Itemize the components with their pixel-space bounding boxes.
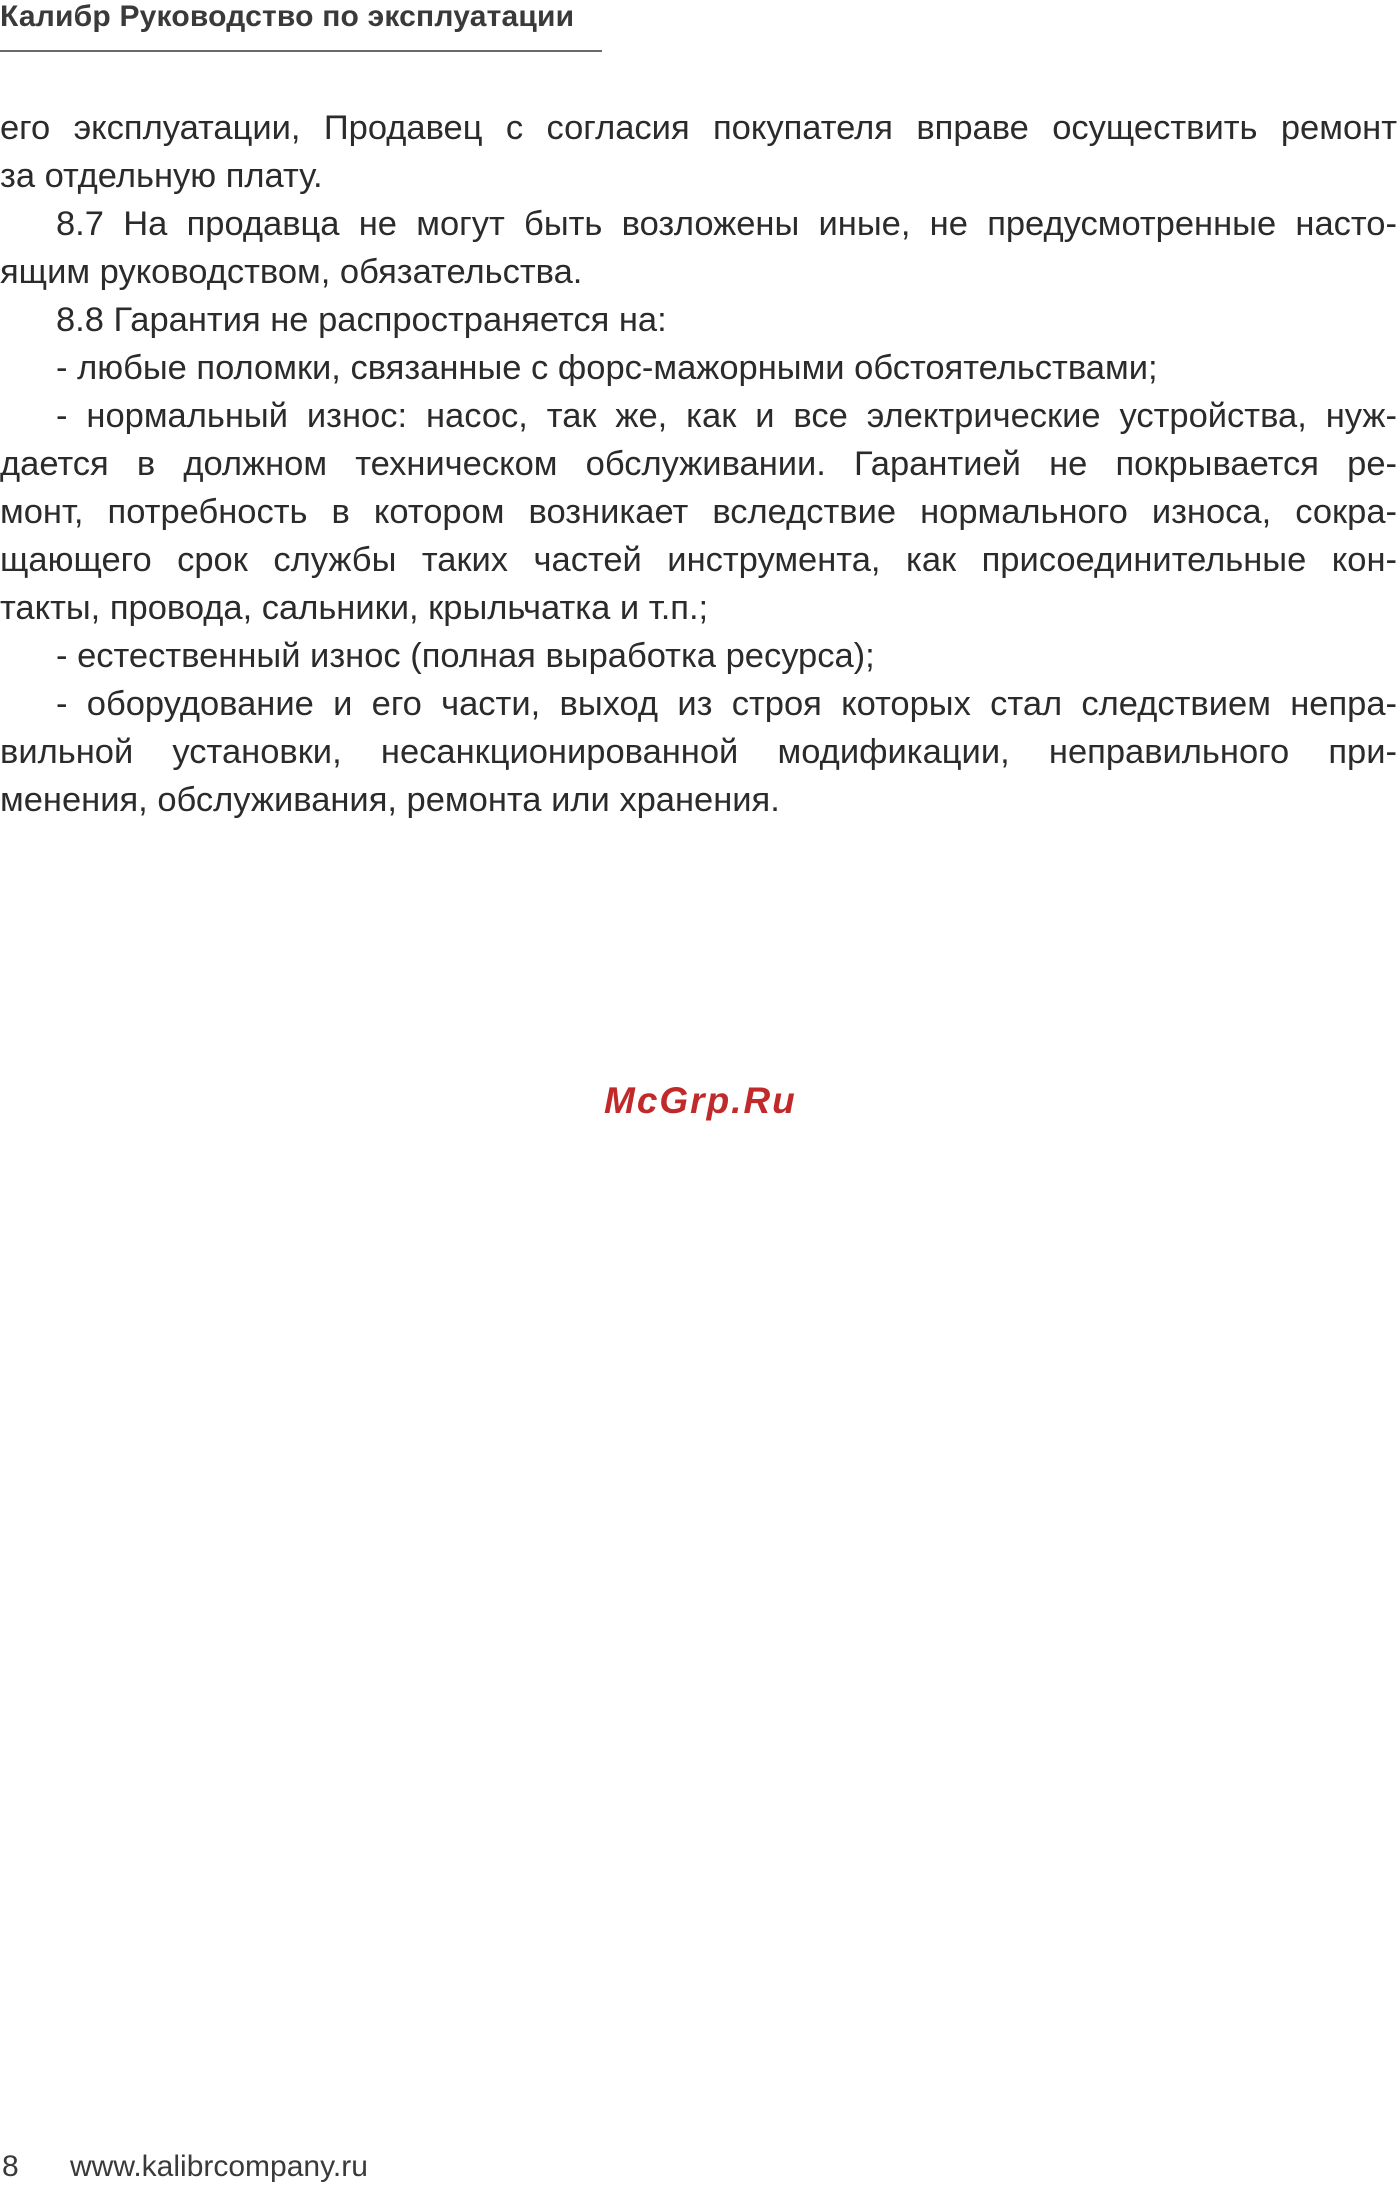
document-title: Калибр Руководство по эксплуатации <box>0 0 575 33</box>
text-line: вильной установки, несанкционированной модификации, неправильного при- <box>0 733 1397 771</box>
text-line: дается в должном техническом обслуживании. Гарантией не покрывается ре- <box>0 445 1397 483</box>
text-line: за отдельную плату. <box>0 157 323 195</box>
text-line: его эксплуатации, Продавец с согласия покупателя вправе осуществить ремонт <box>0 109 1397 147</box>
body-text <box>0 104 1397 824</box>
section-8-8-heading: 8.8 Гарантия не распространяется на: <box>56 301 667 339</box>
footer-url[interactable]: www.kalibrcompany.ru <box>70 2150 368 2183</box>
list-item: - оборудование и его части, выход из строя которых стал следствием непра- <box>56 685 1397 723</box>
list-item: - любые поломки, связанные с форс-мажорными обстоятельствами; <box>56 349 1158 387</box>
text-line: менения, обслуживания, ремонта или хранения. <box>0 781 780 819</box>
running-header <box>0 0 602 52</box>
text-line: монт, потребность в котором возникает вследствие нормального износа, сокра- <box>0 493 1397 531</box>
text-line: такты, провода, сальники, крыльчатка и т.п.; <box>0 589 709 627</box>
list-item: - нормальный износ: насос, так же, как и все электрические устройства, нуж- <box>56 397 1397 435</box>
watermark: McGrp.Ru <box>604 1080 797 1121</box>
list-item: - естественный износ (полная выработка ресурса); <box>56 637 875 675</box>
text-line: ящим руководством, обязательства. <box>0 253 583 291</box>
text-line: щающего срок службы таких частей инструмента, как присоединительные кон- <box>0 541 1397 579</box>
section-8-7-line: 8.7 На продавца не могут быть возложены иные, не предусмотренные насто- <box>56 205 1397 243</box>
page-number: 8 <box>2 2150 19 2183</box>
